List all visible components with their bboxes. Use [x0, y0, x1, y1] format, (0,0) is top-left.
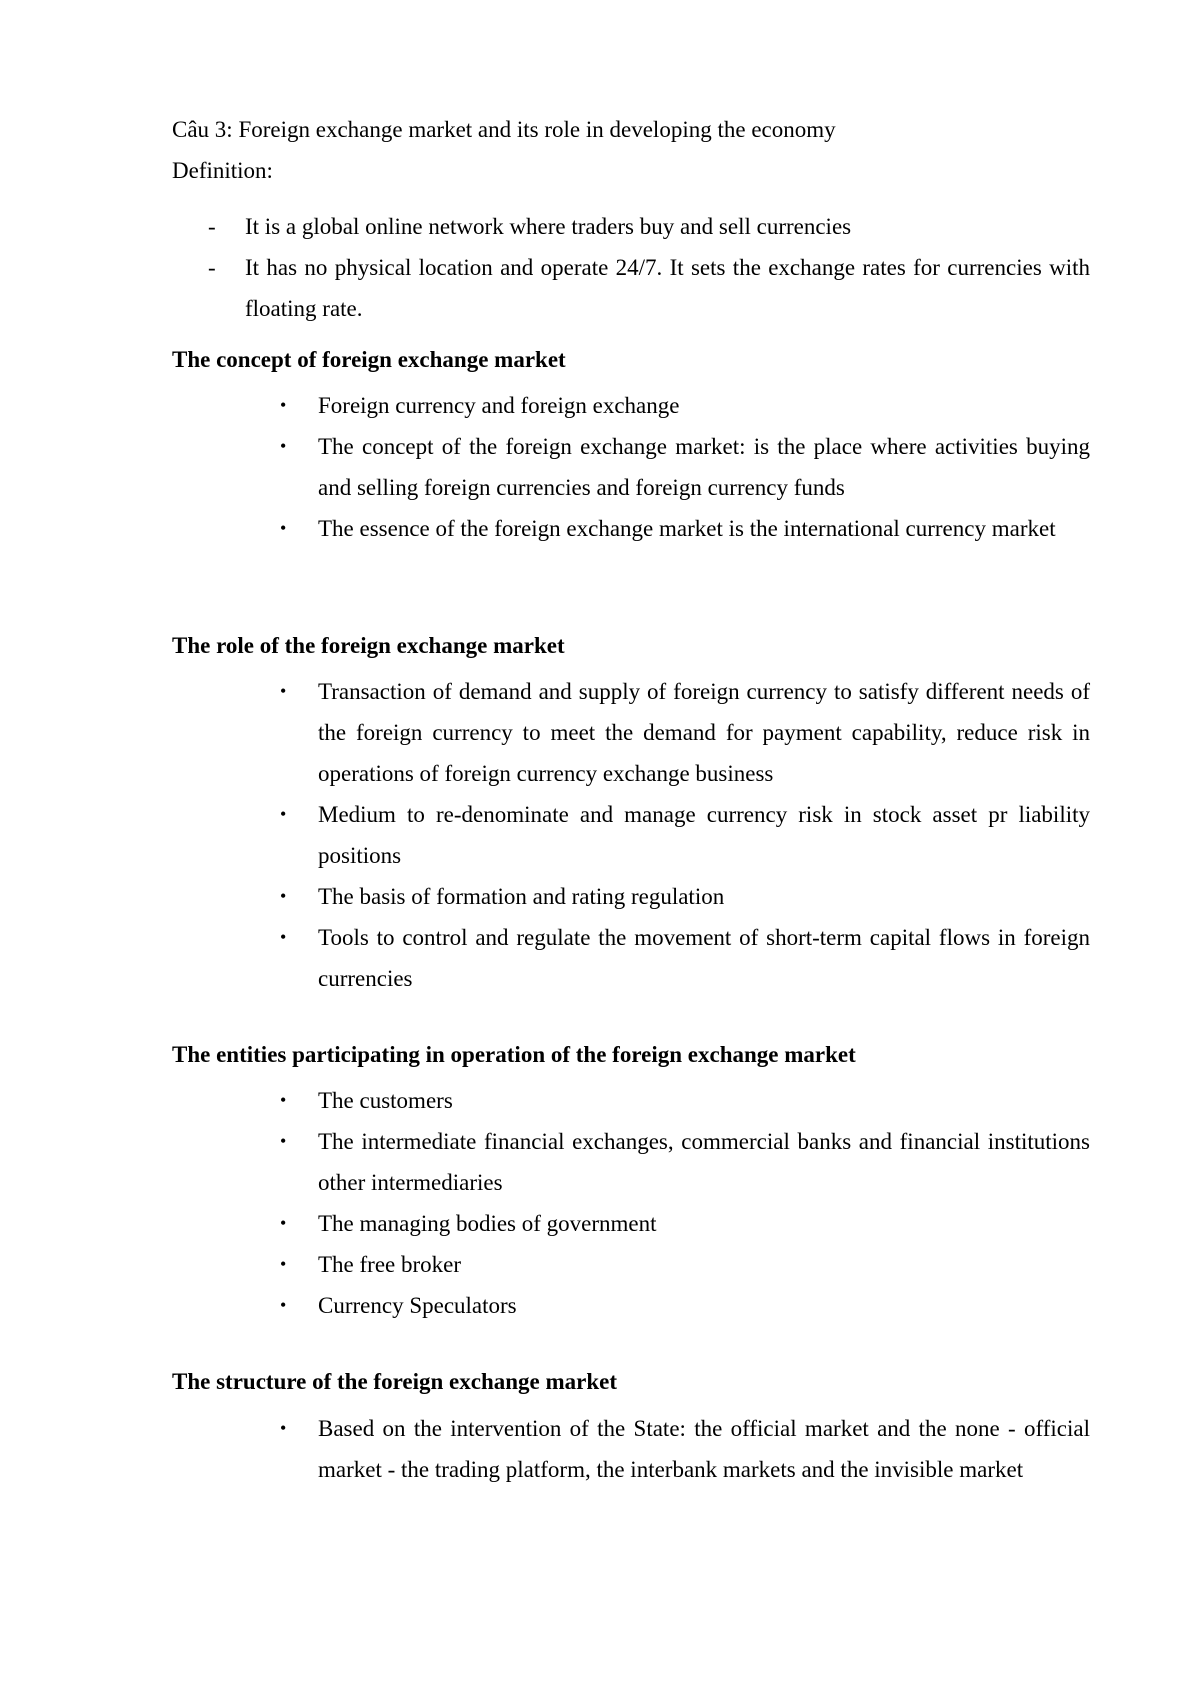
section-heading-structure: The structure of the foreign exchange market: [172, 1369, 618, 1394]
list-item: [270, 1285, 1090, 1326]
list-item: [270, 794, 1090, 876]
list-item: [270, 426, 1090, 508]
list-item-text: Based on the intervention of the State: the official market and the none - official market - the trading platform, the interbank markets and the invisible market: [318, 1416, 1090, 1482]
list-item-text: The customers: [318, 1088, 453, 1113]
list-item: [270, 385, 1090, 426]
dash-marker: -: [208, 214, 216, 239]
bullet-marker: •: [280, 1254, 287, 1274]
bullet-marker: •: [280, 395, 287, 415]
definition-label: Definition:: [172, 158, 273, 183]
list-item: [270, 917, 1090, 999]
list-item-text: Currency Speculators: [318, 1293, 517, 1318]
bullet-marker: •: [280, 518, 287, 538]
bullet-marker: •: [280, 1090, 287, 1110]
section-heading-role: The role of the foreign exchange market: [172, 633, 565, 658]
section-heading-entities: The entities participating in operation of the foreign exchange market: [172, 1042, 856, 1067]
definition-item-text: It has no physical location and operate 24/7. It sets the exchange rates for currencies with floating rate.: [245, 255, 1090, 321]
list-item-text: The concept of the foreign exchange market: is the place where activities buying and selling foreign currencies and foreign currency funds: [318, 434, 1090, 500]
list-item: [270, 1121, 1090, 1203]
list-item-text: Foreign currency and foreign exchange: [318, 393, 680, 418]
bullet-marker: •: [280, 1295, 287, 1315]
list-item-text: The free broker: [318, 1252, 462, 1277]
bullet-marker: •: [280, 436, 287, 456]
definition-item-text: It is a global online network where traders buy and sell currencies: [245, 214, 852, 239]
list-item-text: The intermediate financial exchanges, commercial banks and financial institutions other intermediaries: [318, 1129, 1090, 1195]
definition-item: [172, 247, 1090, 329]
document-title: Câu 3: Foreign exchange market and its role in developing the economy: [172, 117, 836, 142]
list-item-text: The managing bodies of government: [318, 1211, 657, 1236]
list-item: [270, 1203, 1090, 1244]
bullet-marker: •: [280, 927, 287, 947]
bullet-marker: •: [280, 804, 287, 824]
list-item-text: Tools to control and regulate the movement of short-term capital flows in foreign currencies: [318, 925, 1090, 991]
list-item: [270, 876, 1090, 917]
list-item-text: The basis of formation and rating regulation: [318, 884, 725, 909]
list-item: [270, 671, 1090, 794]
bullet-marker: •: [280, 681, 287, 701]
dash-marker: -: [208, 255, 216, 280]
list-item-text: Transaction of demand and supply of foreign currency to satisfy different needs of the foreign currency to meet the demand for payment capability, reduce risk in operations of foreign currency exchange business: [318, 679, 1090, 786]
list-item-text: Medium to re-denominate and manage currency risk in stock asset pr liability positions: [318, 802, 1090, 868]
list-item: [270, 1080, 1090, 1121]
bullet-marker: •: [280, 1418, 287, 1438]
definition-item: [172, 206, 1090, 247]
bullet-marker: •: [280, 886, 287, 906]
bullet-marker: •: [280, 1131, 287, 1151]
list-item: [270, 508, 1090, 549]
bullet-marker: •: [280, 1213, 287, 1233]
list-item: [270, 1408, 1090, 1490]
list-item: [270, 1244, 1090, 1285]
section-heading-concept: The concept of foreign exchange market: [172, 347, 566, 372]
list-item-text: The essence of the foreign exchange market is the international currency market: [318, 516, 1056, 541]
